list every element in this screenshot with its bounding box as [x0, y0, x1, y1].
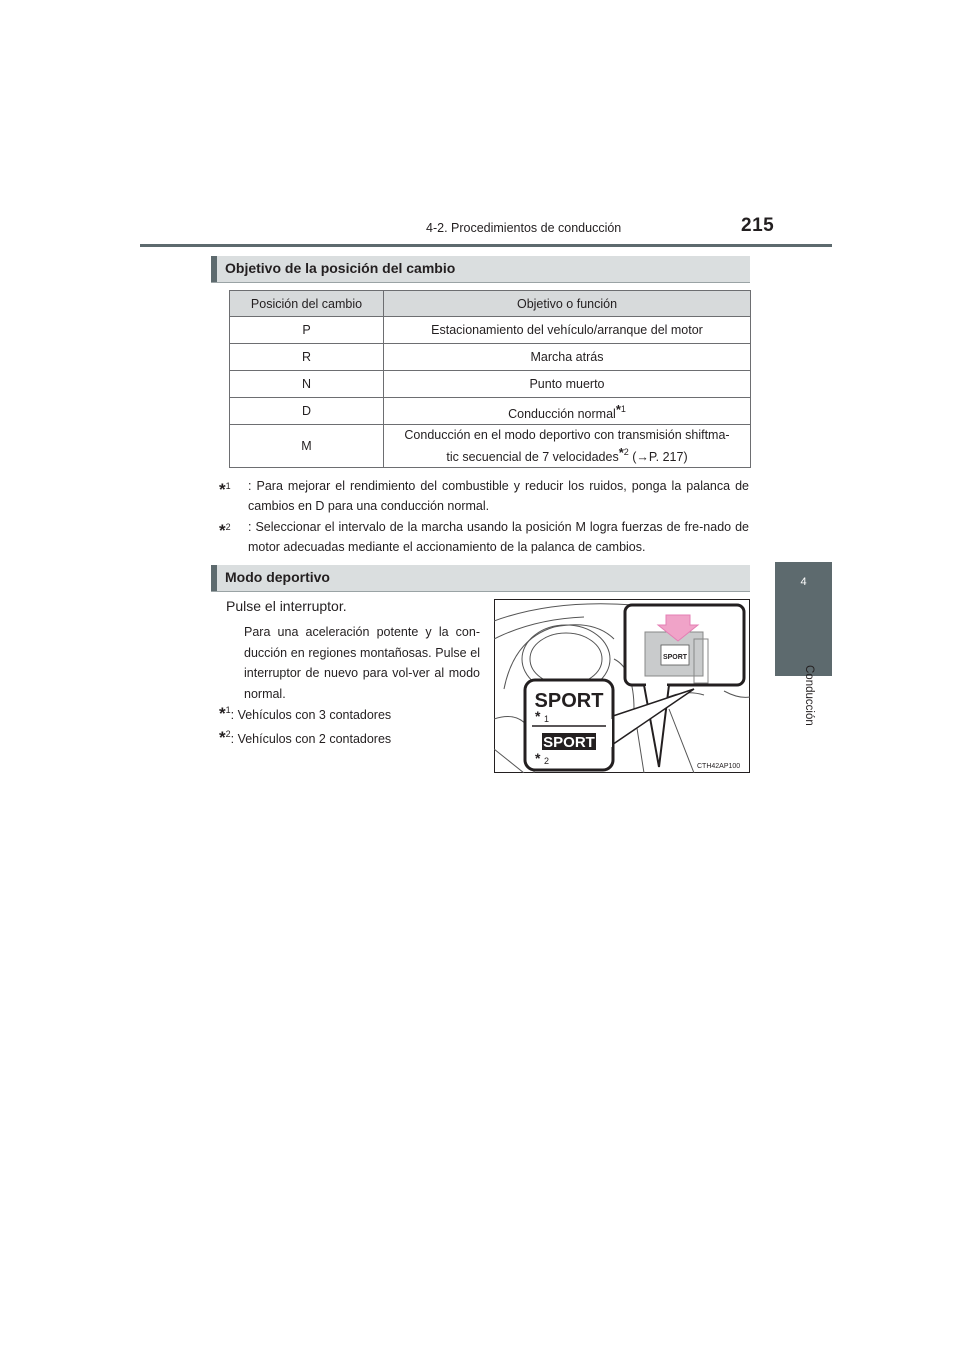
- chapter-number: 4: [800, 576, 807, 588]
- instruction-description: Para una aceleración potente y la con-ducción en regiones montañosas. Pulse el interruptor de nuevo para vol-ver al modo normal.: [244, 625, 480, 701]
- table-cell-position: N: [230, 371, 384, 398]
- footnote-marker: *$^1$: [219, 704, 231, 723]
- table-row: [230, 344, 751, 371]
- vehicle-note-1: [219, 704, 391, 724]
- header-divider: [140, 244, 832, 247]
- sport-indicator-inverted: SPORT: [543, 734, 595, 751]
- note-num-2: 2: [544, 756, 550, 766]
- table-cell-description: Punto muerto: [384, 371, 751, 398]
- column-header: Posición del cambio: [230, 291, 384, 317]
- table-cell-position: M: [230, 425, 384, 468]
- section-heading-gear: [211, 256, 750, 283]
- table-cell-description: [384, 425, 751, 468]
- table-cell-position: R: [230, 344, 384, 371]
- page-reference: (→P. 217): [632, 449, 688, 464]
- cell-text-line1: Conducción en el modo deportivo con transmisión shiftma-: [404, 427, 730, 442]
- instruction-text: Pulse el interruptor.: [226, 598, 347, 614]
- cell-text-line2: tic secuencial de 7 velocidades: [446, 449, 619, 464]
- cell-text: Conducción normal: [508, 406, 616, 421]
- section-accent: [211, 256, 217, 282]
- footnote-1: [219, 476, 749, 516]
- chapter-label: Conducción: [803, 665, 815, 726]
- sport-indicator-text: SPORT: [534, 690, 604, 712]
- table-cell-description: Estacionamiento del vehículo/arranque del motor: [384, 317, 751, 344]
- illustration-code: CTH42AP100: [697, 763, 741, 770]
- footnote-marker: *: [615, 401, 621, 417]
- table-cell-position: P: [230, 317, 384, 344]
- table-header-row: [230, 291, 751, 317]
- switch-label: SPORT: [662, 654, 688, 661]
- section-breadcrumb: 4-2. Procedimientos de conducción: [426, 221, 622, 235]
- sport-switch-illustration: [494, 599, 750, 773]
- footnote-text: : Para mejorar el rendimiento del combustible y reducir los ruidos, ponga la palanca de cambios en D para una conducción normal.: [248, 479, 749, 513]
- note-mark-1: *: [535, 708, 541, 724]
- page-number: 215: [741, 215, 775, 236]
- table-cell-description: Marcha atrás: [384, 344, 751, 371]
- vehicle-note-text: : Vehículos con 3 contadores: [230, 708, 392, 722]
- column-header: Objetivo o función: [384, 291, 751, 317]
- table-cell-description: [384, 398, 751, 425]
- note-mark-2: *: [535, 750, 541, 766]
- vehicle-note-2: [219, 728, 391, 748]
- table-row: [230, 398, 751, 425]
- note-num-1: 1: [544, 714, 550, 724]
- section-title: Modo deportivo: [225, 569, 330, 585]
- section-heading-sport: [211, 565, 750, 592]
- table-row: [230, 317, 751, 344]
- footnote-marker: *: [618, 444, 624, 460]
- footnote-marker: *$^1$: [219, 480, 231, 499]
- footnote-text: : Seleccionar el intervalo de la marcha usando la posición M logra fuerzas de fre-nado de motor adecuadas mediante el accionamiento de la palanca de cambios.: [248, 520, 749, 554]
- footnote-marker: *$^2$: [219, 521, 231, 540]
- section-accent: [211, 565, 217, 591]
- footnote-number: 1: [620, 403, 626, 414]
- footnote-2: [219, 517, 749, 557]
- table-row: [230, 371, 751, 398]
- table-row: [230, 425, 751, 468]
- vehicle-note-text: : Vehículos con 2 contadores: [230, 732, 392, 746]
- footnote-number: 2: [623, 446, 629, 457]
- gear-position-table: [229, 290, 751, 468]
- table-cell-position: D: [230, 398, 384, 425]
- footnote-marker: *$^2$: [219, 728, 231, 747]
- section-title: Objetivo de la posición del cambio: [225, 260, 456, 276]
